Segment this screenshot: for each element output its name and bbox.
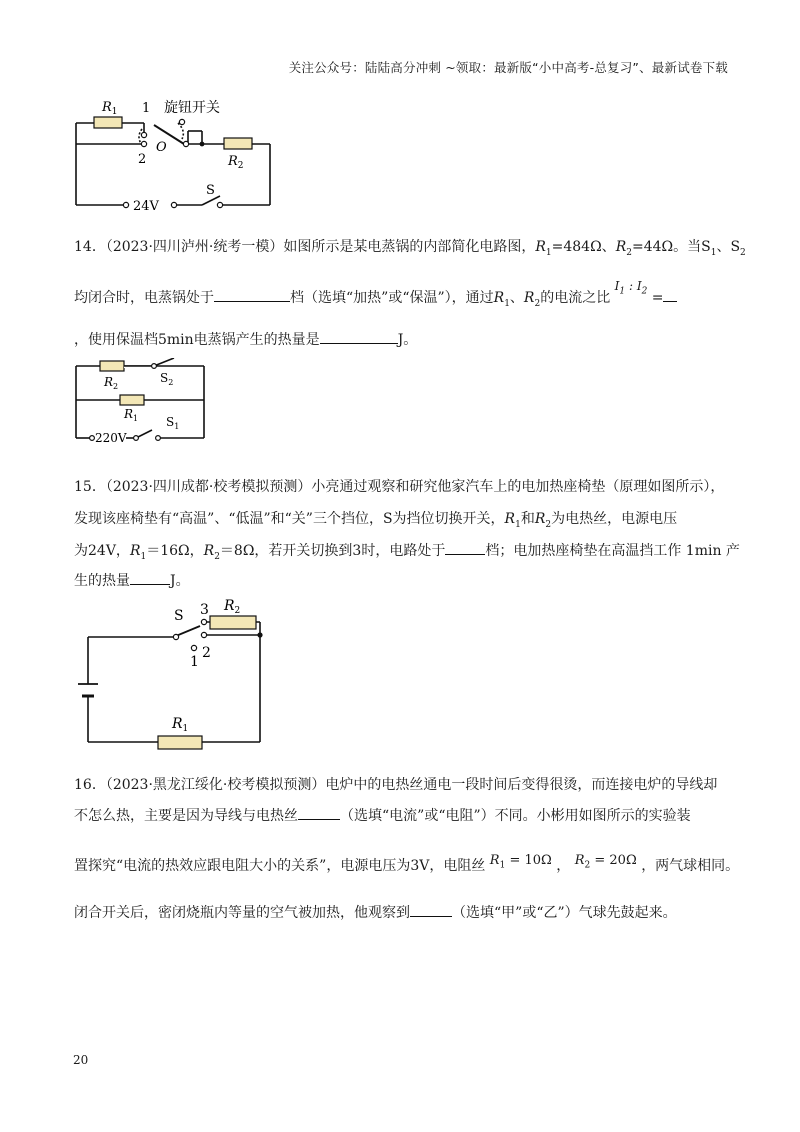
q16-line-1: 16．（2023·黑龙江绥化·校考模拟预测）电炉中的电热丝通电一段时间后变得很烫，而连接电炉的导线却 — [74, 777, 718, 793]
q16-line-3: 置探究“电流的热效应跟电阻大小的关系”，电源电压为3V，电阻丝 $R_1 = 10\Omega$ ， $R_2 = 20\Omega$ ，两气球相同。 — [74, 853, 740, 874]
s2-label: $S_2$ — [160, 371, 174, 387]
answer-blank[interactable] — [214, 287, 290, 302]
q14-line-3: ，使用保温档5min电蒸锅产生的热量是 J。 — [74, 329, 417, 349]
q14-line-2: 均闭合时，电蒸锅处于 档（选填“加热”或“保温”），通过$R_1$、$R_2$的电流之比 $I_1$ : $I_2$ = — [74, 287, 677, 309]
r2-label: $R_2$ — [104, 375, 119, 391]
q16-line-2: 不怎么热，主要是因为导线与电热丝 （选填“电流”或“电阻”）不同。小彬用如图所示的实验装 — [74, 805, 691, 825]
voltage-label: 24V — [133, 199, 159, 214]
q16-line-4: 闭合开关后，密闭烧瓶内等量的空气被加热，他观察到 （选填“甲”或“乙”）气球先鼓起来。 — [74, 902, 677, 922]
pivot-o-label: O — [156, 140, 167, 155]
switch-s-label: S — [174, 608, 184, 624]
r1-label: $R_1$ — [124, 407, 139, 423]
terminal-1-label: 1 — [142, 101, 151, 116]
r1-label: $R_1$ — [172, 716, 189, 734]
answer-blank[interactable] — [130, 570, 170, 585]
answer-blank[interactable] — [663, 287, 677, 302]
answer-blank[interactable] — [445, 540, 485, 555]
circuit-figure-13 — [70, 95, 280, 215]
terminal-2-label: 2 — [202, 645, 211, 661]
terminal-3-label: 3 — [200, 602, 209, 618]
answer-blank[interactable] — [320, 329, 398, 344]
terminal-1-label: 1 — [190, 654, 199, 670]
switch-s-label: S — [206, 183, 215, 198]
r1-label: $R_1$ — [102, 100, 118, 117]
q15-line-1: 15．（2023·四川成都·校考模拟预测）小亮通过观察和研究他家汽车上的电加热座椅垫（原理如图所示）， — [74, 479, 725, 495]
voltage-label: 220V — [95, 431, 127, 445]
knob-switch-label: 旋钮开关 — [164, 100, 220, 116]
terminal-2-label: 2 — [138, 152, 147, 167]
circuit-figure-14 — [70, 358, 215, 446]
q15-line-4: 生的热量 J。 — [74, 570, 190, 590]
q14-line-1: 14．（2023·四川泸州·统考一模）如图所示是某电蒸锅的内部简化电路图，$R_1=484\Omega$、$R_2=44\Omega$。当$S_1$、$S_2$ — [74, 239, 746, 258]
circuit-figure-15 — [70, 592, 280, 752]
q15-line-3: 为24V，$R_1=16\Omega$，$R_2=8\Omega$，若开关切换到3时，电路处于 档；电加热座椅垫在高温挡工作 1min 产 — [74, 540, 740, 562]
q15-line-2: 发现该座椅垫有“高温”、“低温”和“关”三个挡位，S为挡位切换开关，$R_1$和$R_2$为电热丝，电源电压 — [74, 511, 678, 530]
r2-label: $R_2$ — [224, 598, 241, 616]
page-header: 关注公众号：陆陆高分冲刺 ~领取：最新版“小中高考-总复习”、最新试卷下载 — [288, 60, 728, 75]
s1-label: $S_1$ — [166, 415, 180, 431]
answer-blank[interactable] — [410, 902, 452, 917]
answer-blank[interactable] — [298, 805, 340, 820]
page-number: 20 — [73, 1053, 89, 1067]
r2-label: $R_2$ — [228, 154, 244, 171]
